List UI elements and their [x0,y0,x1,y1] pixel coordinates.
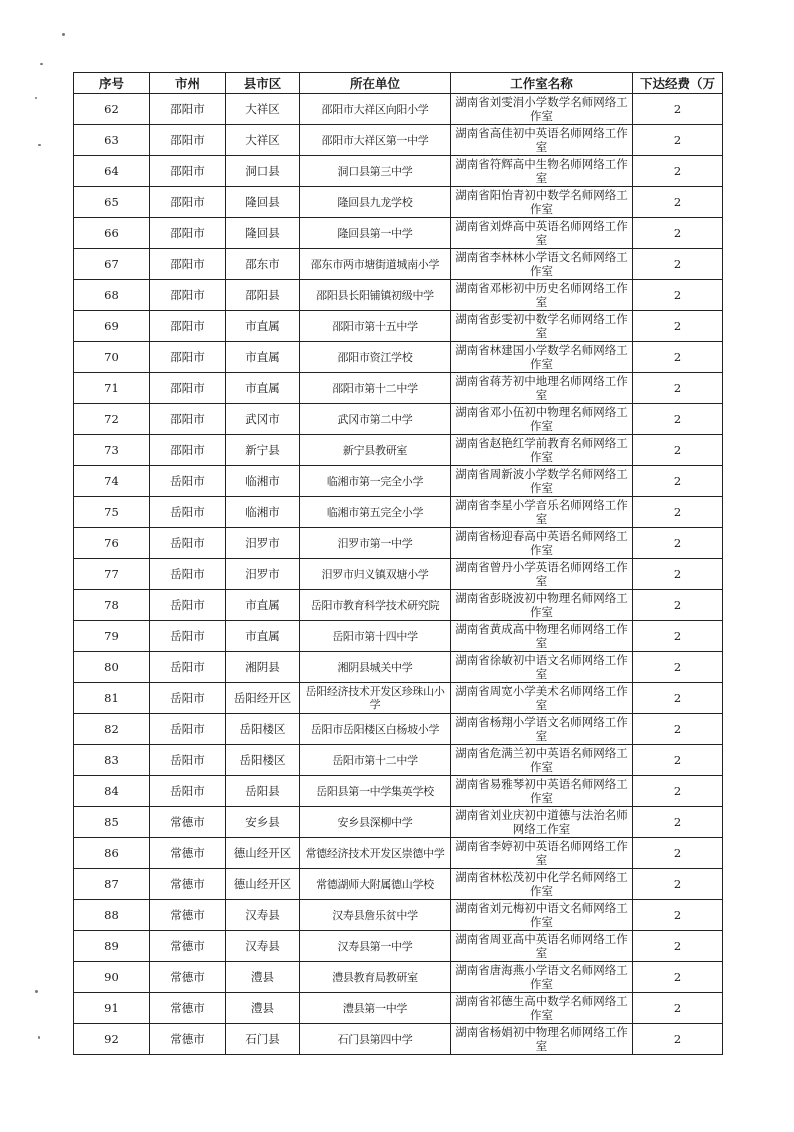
cell-no: 82 [74,714,150,745]
cell-unit: 岳阳经济技术开发区珍珠山小学 [300,683,451,714]
cell-city: 常德市 [150,962,226,993]
cell-city: 常德市 [150,838,226,869]
cell-county: 岳阳楼区 [226,714,300,745]
cell-no: 91 [74,993,150,1024]
cell-fund: 2 [633,435,723,466]
cell-fund: 2 [633,683,723,714]
cell-city: 岳阳市 [150,497,226,528]
table-row [74,900,723,931]
cell-fund: 2 [633,94,723,125]
table-row [74,559,723,590]
cell-no: 68 [74,280,150,311]
cell-no: 92 [74,1024,150,1055]
cell-county: 临湘市 [226,466,300,497]
cell-unit: 武冈市第二中学 [300,404,451,435]
cell-county: 武冈市 [226,404,300,435]
cell-city: 岳阳市 [150,559,226,590]
cell-no: 90 [74,962,150,993]
cell-county: 邵阳县 [226,280,300,311]
cell-county: 市直属 [226,621,300,652]
cell-county: 澧县 [226,962,300,993]
cell-county: 湘阴县 [226,652,300,683]
cell-no: 76 [74,528,150,559]
cell-unit: 石门县第四中学 [300,1024,451,1055]
cell-studio: 湖南省邓小伍初中物理名师网络工作室 [451,404,633,435]
cell-no: 65 [74,187,150,218]
cell-county: 岳阳经开区 [226,683,300,714]
table-row [74,652,723,683]
table-row [74,280,723,311]
cell-fund: 2 [633,962,723,993]
scan-speck [35,990,38,993]
table-row [74,249,723,280]
cell-studio: 湖南省周宽小学美术名师网络工作室 [451,683,633,714]
cell-no: 64 [74,156,150,187]
table-row [74,776,723,807]
cell-unit: 邵阳市大祥区向阳小学 [300,94,451,125]
cell-no: 70 [74,342,150,373]
cell-fund: 2 [633,807,723,838]
table-row [74,342,723,373]
cell-county: 岳阳楼区 [226,745,300,776]
header-fund: 下达经费（万 [633,73,723,94]
cell-unit: 临湘市第一完全小学 [300,466,451,497]
cell-city: 邵阳市 [150,373,226,404]
cell-fund: 2 [633,156,723,187]
table-row [74,621,723,652]
cell-county: 隆回县 [226,218,300,249]
cell-unit: 邵阳市资江学校 [300,342,451,373]
cell-fund: 2 [633,838,723,869]
cell-unit: 常德湖师大附属德山学校 [300,869,451,900]
cell-no: 73 [74,435,150,466]
cell-county: 大祥区 [226,94,300,125]
cell-fund: 2 [633,993,723,1024]
table-row [74,373,723,404]
header-city: 市州 [150,73,226,94]
cell-fund: 2 [633,559,723,590]
cell-no: 71 [74,373,150,404]
table-row [74,125,723,156]
cell-fund: 2 [633,621,723,652]
cell-studio: 湖南省祁德生高中数学名师网络工作室 [451,993,633,1024]
cell-city: 岳阳市 [150,528,226,559]
table-row [74,528,723,559]
table-row [74,218,723,249]
cell-city: 邵阳市 [150,249,226,280]
cell-unit: 岳阳市教育科学技术研究院 [300,590,451,621]
table-row [74,94,723,125]
cell-studio: 湖南省唐海燕小学语文名师网络工作室 [451,962,633,993]
cell-unit: 邵阳市第十五中学 [300,311,451,342]
cell-city: 邵阳市 [150,280,226,311]
cell-county: 澧县 [226,993,300,1024]
cell-unit: 岳阳市第十四中学 [300,621,451,652]
cell-county: 岳阳县 [226,776,300,807]
cell-studio: 湖南省彭晓波初中物理名师网络工作室 [451,590,633,621]
cell-unit: 新宁县教研室 [300,435,451,466]
header-studio: 工作室名称 [451,73,633,94]
cell-studio: 湖南省杨娟初中物理名师网络工作室 [451,1024,633,1055]
table-row [74,931,723,962]
cell-studio: 湖南省危满兰初中英语名师网络工作室 [451,745,633,776]
cell-studio: 湖南省蒋芳初中地理名师网络工作室 [451,373,633,404]
cell-studio: 湖南省徐敏初中语文名师网络工作室 [451,652,633,683]
cell-no: 87 [74,869,150,900]
cell-city: 常德市 [150,869,226,900]
cell-fund: 2 [633,342,723,373]
scan-speck [62,33,65,36]
cell-city: 邵阳市 [150,156,226,187]
cell-no: 62 [74,94,150,125]
studio-funding-table [73,72,723,1055]
cell-fund: 2 [633,280,723,311]
cell-city: 常德市 [150,900,226,931]
cell-unit: 汉寿县第一中学 [300,931,451,962]
cell-no: 72 [74,404,150,435]
cell-fund: 2 [633,590,723,621]
cell-unit: 安乡县深柳中学 [300,807,451,838]
cell-fund: 2 [633,652,723,683]
cell-city: 岳阳市 [150,621,226,652]
table-row [74,404,723,435]
header-no: 序号 [74,73,150,94]
table-header-row [74,73,723,94]
cell-studio: 湖南省杨迎春高中英语名师网络工作室 [451,528,633,559]
table-row [74,714,723,745]
cell-county: 德山经开区 [226,869,300,900]
cell-no: 78 [74,590,150,621]
cell-unit: 临湘市第五完全小学 [300,497,451,528]
table-row [74,683,723,714]
cell-unit: 岳阳县第一中学集英学校 [300,776,451,807]
cell-county: 隆回县 [226,187,300,218]
cell-studio: 湖南省杨翔小学语文名师网络工作室 [451,714,633,745]
cell-city: 常德市 [150,931,226,962]
cell-unit: 邵东市两市塘街道城南小学 [300,249,451,280]
cell-no: 88 [74,900,150,931]
cell-fund: 2 [633,311,723,342]
cell-studio: 湖南省符辉高中生物名师网络工作室 [451,156,633,187]
cell-city: 邵阳市 [150,94,226,125]
cell-county: 汉寿县 [226,900,300,931]
cell-county: 大祥区 [226,125,300,156]
table-row [74,745,723,776]
cell-city: 岳阳市 [150,776,226,807]
cell-county: 洞口县 [226,156,300,187]
cell-studio: 湖南省曾丹小学英语名师网络工作室 [451,559,633,590]
cell-city: 常德市 [150,1024,226,1055]
cell-studio: 湖南省刘雯涓小学数学名师网络工作室 [451,94,633,125]
cell-fund: 2 [633,249,723,280]
table-row [74,187,723,218]
cell-studio: 湖南省李星小学音乐名师网络工作室 [451,497,633,528]
cell-city: 岳阳市 [150,652,226,683]
cell-unit: 岳阳市岳阳楼区白杨坡小学 [300,714,451,745]
cell-studio: 湖南省高佳初中英语名师网络工作室 [451,125,633,156]
cell-county: 市直属 [226,590,300,621]
cell-fund: 2 [633,497,723,528]
cell-unit: 汉寿县詹乐贫中学 [300,900,451,931]
cell-county: 新宁县 [226,435,300,466]
cell-no: 86 [74,838,150,869]
cell-no: 84 [74,776,150,807]
cell-county: 市直属 [226,373,300,404]
scan-speck [40,63,43,65]
cell-unit: 常德经济技术开发区崇德中学 [300,838,451,869]
cell-studio: 湖南省刘业庆初中道德与法治名师网络工作室 [451,807,633,838]
cell-county: 安乡县 [226,807,300,838]
cell-studio: 湖南省刘元梅初中语文名师网络工作室 [451,900,633,931]
cell-city: 常德市 [150,807,226,838]
cell-county: 汉寿县 [226,931,300,962]
cell-fund: 2 [633,404,723,435]
cell-city: 邵阳市 [150,435,226,466]
cell-fund: 2 [633,466,723,497]
table-row [74,962,723,993]
scan-speck [38,144,41,146]
cell-no: 89 [74,931,150,962]
cell-fund: 2 [633,869,723,900]
cell-fund: 2 [633,1024,723,1055]
cell-fund: 2 [633,373,723,404]
cell-city: 邵阳市 [150,311,226,342]
cell-studio: 湖南省周亚高中英语名师网络工作室 [451,931,633,962]
cell-city: 邵阳市 [150,187,226,218]
cell-no: 77 [74,559,150,590]
cell-fund: 2 [633,745,723,776]
cell-unit: 洞口县第三中学 [300,156,451,187]
table-row [74,993,723,1024]
cell-county: 市直属 [226,342,300,373]
cell-studio: 湖南省周新波小学数学名师网络工作室 [451,466,633,497]
cell-studio: 湖南省赵艳红学前教育名师网络工作室 [451,435,633,466]
cell-county: 德山经开区 [226,838,300,869]
cell-no: 69 [74,311,150,342]
table-row [74,869,723,900]
cell-no: 66 [74,218,150,249]
cell-no: 75 [74,497,150,528]
cell-county: 石门县 [226,1024,300,1055]
cell-county: 汨罗市 [226,559,300,590]
cell-county: 汨罗市 [226,528,300,559]
table-row [74,311,723,342]
cell-city: 邵阳市 [150,218,226,249]
header-unit: 所在单位 [300,73,451,94]
cell-studio: 湖南省彭雯初中数学名师网络工作室 [451,311,633,342]
cell-studio: 湖南省李林林小学语文名师网络工作室 [451,249,633,280]
table-row [74,838,723,869]
cell-no: 63 [74,125,150,156]
cell-county: 市直属 [226,311,300,342]
table-row [74,435,723,466]
cell-unit: 澧县教育局教研室 [300,962,451,993]
cell-county: 邵东市 [226,249,300,280]
cell-no: 81 [74,683,150,714]
table-row [74,1024,723,1055]
scan-speck [38,1036,40,1039]
cell-no: 79 [74,621,150,652]
cell-city: 常德市 [150,993,226,1024]
cell-fund: 2 [633,187,723,218]
cell-studio: 湖南省林松茂初中化学名师网络工作室 [451,869,633,900]
cell-unit: 邵阳市第十二中学 [300,373,451,404]
table-row [74,497,723,528]
cell-studio: 湖南省邓彬初中历史名师网络工作室 [451,280,633,311]
cell-no: 67 [74,249,150,280]
cell-unit: 邵阳市大祥区第一中学 [300,125,451,156]
scan-speck [35,97,37,99]
cell-no: 85 [74,807,150,838]
cell-unit: 隆回县九龙学校 [300,187,451,218]
cell-unit: 汨罗市第一中学 [300,528,451,559]
cell-city: 岳阳市 [150,683,226,714]
cell-fund: 2 [633,714,723,745]
cell-fund: 2 [633,776,723,807]
cell-unit: 湘阴县城关中学 [300,652,451,683]
cell-fund: 2 [633,931,723,962]
cell-city: 岳阳市 [150,745,226,776]
cell-studio: 湖南省易雅琴初中英语名师网络工作室 [451,776,633,807]
cell-fund: 2 [633,528,723,559]
cell-fund: 2 [633,125,723,156]
table-row [74,807,723,838]
cell-unit: 岳阳市第十二中学 [300,745,451,776]
cell-studio: 湖南省林建国小学数学名师网络工作室 [451,342,633,373]
cell-unit: 邵阳县长阳铺镇初级中学 [300,280,451,311]
table-row [74,466,723,497]
cell-studio: 湖南省刘烨高中英语名师网络工作室 [451,218,633,249]
cell-unit: 汨罗市归义镇双塘小学 [300,559,451,590]
cell-fund: 2 [633,900,723,931]
cell-city: 邵阳市 [150,125,226,156]
cell-studio: 湖南省黄成高中物理名师网络工作室 [451,621,633,652]
cell-city: 岳阳市 [150,590,226,621]
cell-no: 83 [74,745,150,776]
table-body [74,94,723,1055]
cell-city: 岳阳市 [150,466,226,497]
cell-county: 临湘市 [226,497,300,528]
table-row [74,590,723,621]
cell-city: 岳阳市 [150,714,226,745]
cell-city: 邵阳市 [150,342,226,373]
cell-city: 邵阳市 [150,404,226,435]
table-row [74,156,723,187]
cell-no: 74 [74,466,150,497]
cell-studio: 湖南省李婷初中英语名师网络工作室 [451,838,633,869]
cell-fund: 2 [633,218,723,249]
header-county: 县市区 [226,73,300,94]
cell-unit: 隆回县第一中学 [300,218,451,249]
cell-studio: 湖南省阳怡青初中数学名师网络工作室 [451,187,633,218]
cell-no: 80 [74,652,150,683]
cell-unit: 澧县第一中学 [300,993,451,1024]
